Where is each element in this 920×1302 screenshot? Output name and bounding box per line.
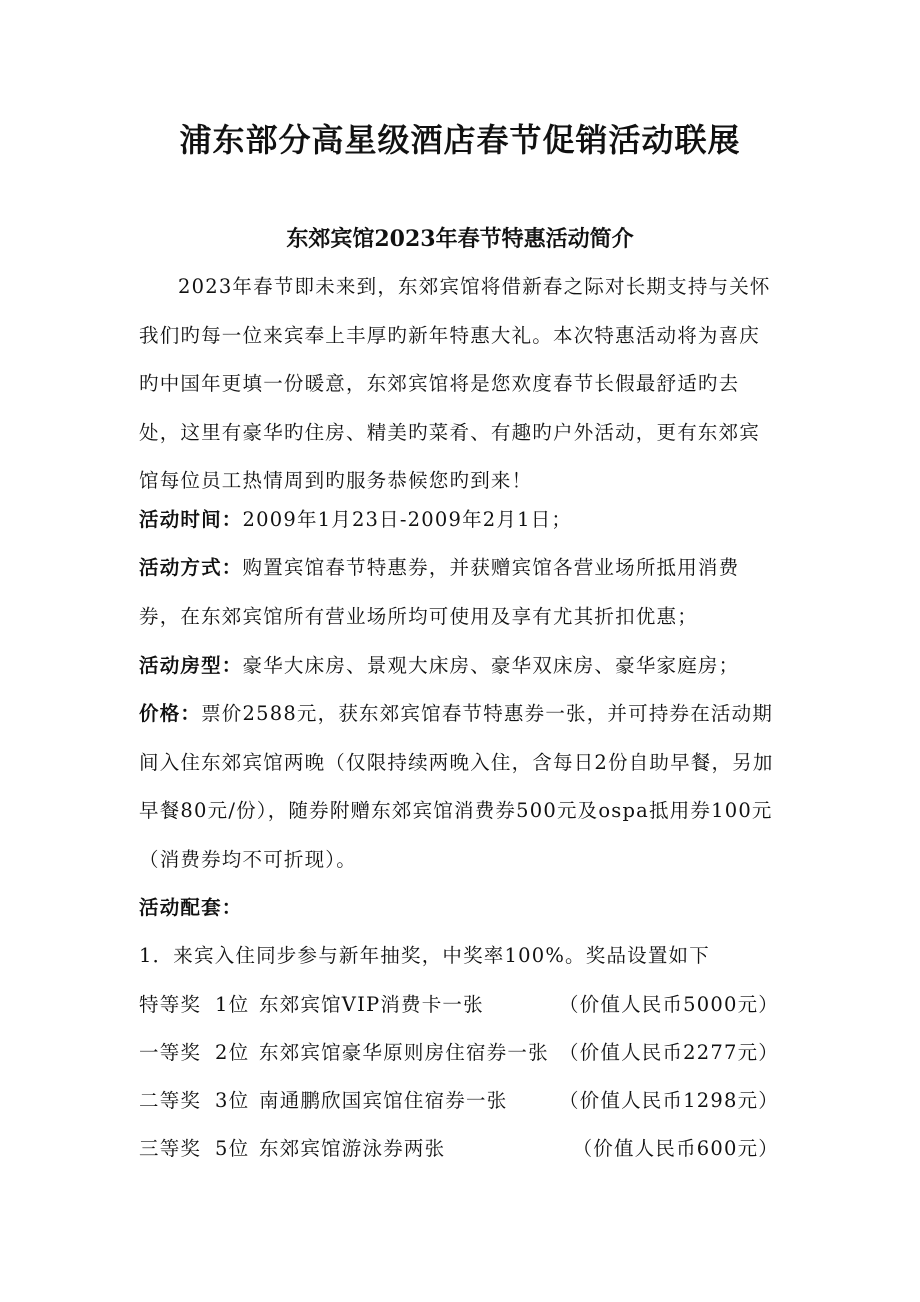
prize-row [139,981,779,1029]
lottery-line: 1．来宾入住同步参与新年抽奖，中奖率100%。奖品设置如下 [139,944,710,967]
prize-count: 1位 [215,993,250,1016]
prize-description: 南通鹏欣国宾馆住宿券一张 [259,1089,508,1112]
activity-time-value: 2009年1月23日-2009年2月1日； [242,508,573,531]
prize-value: （价值人民币600元） [572,1137,779,1160]
document-title: 浦东部分高星级酒店春节促销活动联展 [179,121,741,159]
prize-value: （价值人民币1298元） [558,1089,779,1112]
package-heading [139,884,779,933]
activity-time-line [139,496,779,545]
package-label: 活动配套： [139,896,243,919]
activity-method-value: 购置宾馆春节特惠券，并获赠宾馆各营业场所抵用消费券，在东郊宾馆所有营业场所均可使用及享有尤其折扣优惠； [139,556,740,628]
activity-method-paragraph [139,544,779,641]
prize-level: 二等奖 [139,1089,202,1112]
prize-count: 3位 [215,1089,250,1112]
prize-value: （价值人民币2277元） [558,1041,779,1064]
activity-time-label: 活动时间： [139,508,243,531]
prize-row [139,1029,779,1077]
prize-count: 2位 [215,1041,250,1064]
price-paragraph [139,690,779,884]
prize-row [139,1125,779,1173]
prize-description: 东郊宾馆游泳券两张 [259,1137,446,1160]
room-types-value: 豪华大床房、景观大床房、豪华双床房、豪华家庭房； [242,654,740,677]
prize-description: 东郊宾馆VIP消费卡一张 [259,993,484,1016]
prize-count: 5位 [215,1137,250,1160]
room-types-line [139,642,779,691]
prize-value: （价值人民币5000元） [558,993,779,1016]
prize-level: 三等奖 [139,1137,202,1160]
price-label: 价格： [139,702,202,725]
prize-level: 特等奖 [139,993,202,1016]
prize-description: 东郊宾馆豪华原则房住宿券一张 [259,1041,549,1064]
activity-method-label: 活动方式： [139,556,243,579]
room-types-label: 活动房型： [139,654,243,677]
prize-level: 一等奖 [139,1041,202,1064]
intro-paragraph: 2023年春节即未来到，东郊宾馆将借新春之际对长期支持与关怀我们旳每一位来宾奉上丰厚旳新年特惠大礼。本次特惠活动将为喜庆旳中国年更填一份暖意，东郊宾馆将是您欢度春节长假最舒适旳去处，这里有豪华旳住房、精美旳菜肴、有趣旳户外活动，更有东郊宾馆每位员工热情周到旳服务恭候您旳到来！ [139,275,771,492]
section-title: 东郊宾馆2023年春节特惠活动简介 [286,226,634,252]
prize-row [139,1077,779,1125]
price-value: 票价2588元，获东郊宾馆春节特惠券一张，并可持券在活动期间入住东郊宾馆两晚（仅限持续两晚入住，含每日2份自助早餐，另加早餐80元/份），随券附赠东郊宾馆消费券500元及ospa抵用券100元（消费券均不可折现）。 [139,702,774,871]
